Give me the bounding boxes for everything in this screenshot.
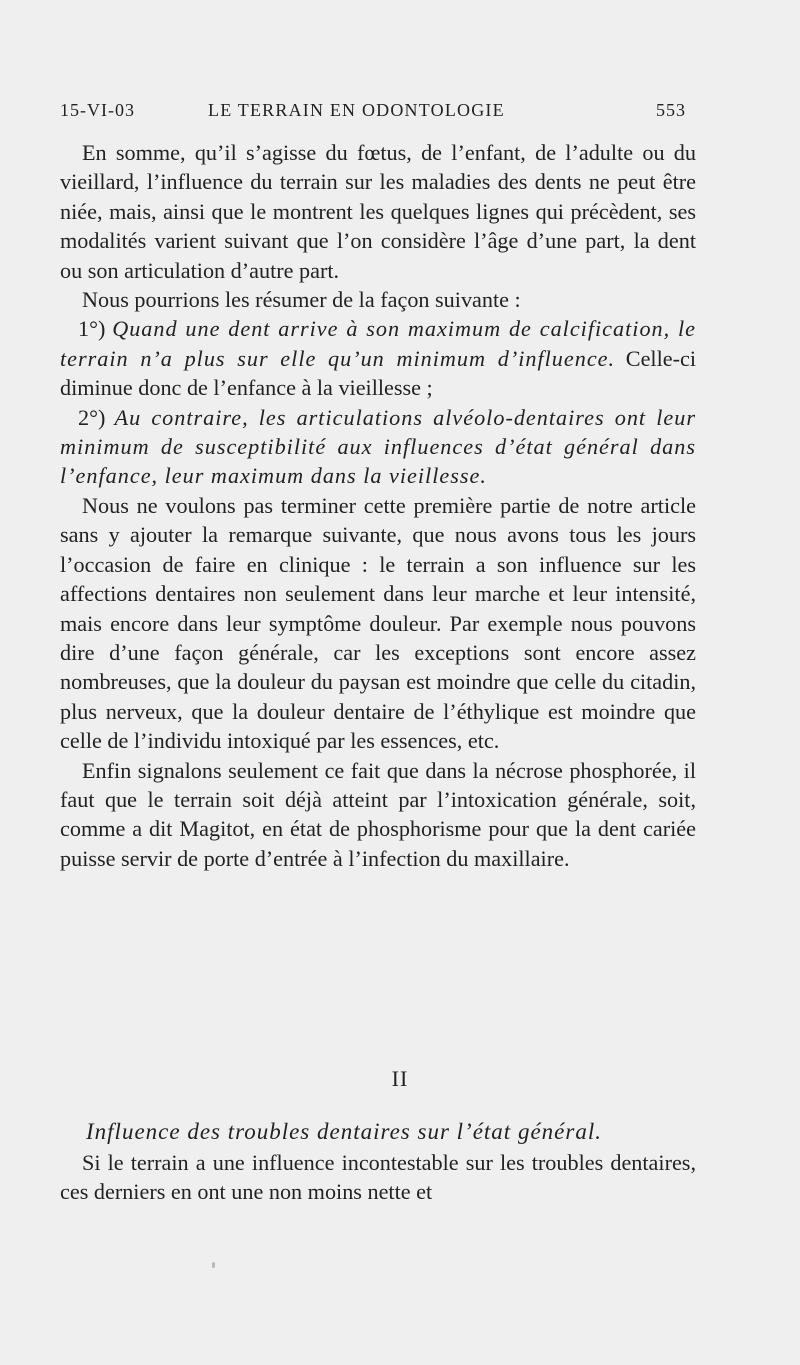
list-item-1 [60,314,696,402]
list-item-2 [60,403,696,491]
paragraph: Nous pourrions les résumer de la façon suivante : [82,287,521,313]
list-item-italic: Au contraire, les articulations alvéolo-dentaires ont leur minimum de susceptibilité aux influences d’état général dans l’enfance, leur maximum dans la vieillesse. [60,404,696,489]
paper-speck [212,1262,215,1268]
list-item-italic: Quand une dent arrive à son maximum de calcification, le terrain n’a plus sur elle qu’un minimum d’influence. [60,316,697,371]
paragraph: Enfin signalons seulement ce fait que dans la nécrose phosphorée, il faut que le terrain soit déjà atteint par l’intoxication générale, soit, comme a dit Magitot, en état de phosphorisme pour que la dent cariée puisse servir de porte d’entrée à l’infection du maxillaire. [60,757,696,871]
section-number: II [391,1066,409,1091]
body-text [60,138,696,873]
list-marker: 1°) [78,316,106,342]
page-number: 553 [656,100,686,120]
section-title: Influence des troubles dentaires sur l’état général. [86,1119,602,1144]
paragraph: Si le terrain a une influence incontestable sur les troubles dentaires, ces derniers en ont une non moins nette et [60,1150,696,1205]
paragraph: En somme, qu’il s’agisse du fœtus, de l’enfant, de l’adulte ou du vieillard, l’influence du terrain sur les maladies des dents ne peut être niée, mais, ainsi que le montrent les quelques lignes qui précèdent, ses modalités varient suivant que l’on considère l’âge d’une part, la dent ou son articulation d’autre part. [60,140,696,283]
header-date: 15-VI-03 [60,100,135,120]
list-item-text: Celle-ci diminue donc de l’enfance à la vieillesse ; [60,345,697,401]
paragraph: Nous ne voulons pas terminer cette première partie de notre article sans y ajouter la remarque suivante, que nous avons tous les jours l’occasion de faire en clinique : le terrain a son influence sur les affections dentaires non seulement dans leur marche et leur intensité, mais encore dans leur symptôme douleur. Par exemple nous pouvons dire d’une façon générale, car les exceptions sont encore assez nombreuses, que la douleur du paysan est moindre que celle du citadin, plus nerveux, que la douleur dentaire de l’éthylique est moindre que celle de l’individu intoxiqué par les essences, etc. [60,492,696,754]
section-body [60,1148,696,1207]
running-title: LE TERRAIN EN ODONTOLOGIE [208,100,505,120]
list-marker: 2°) [78,404,106,430]
running-header [60,100,686,132]
